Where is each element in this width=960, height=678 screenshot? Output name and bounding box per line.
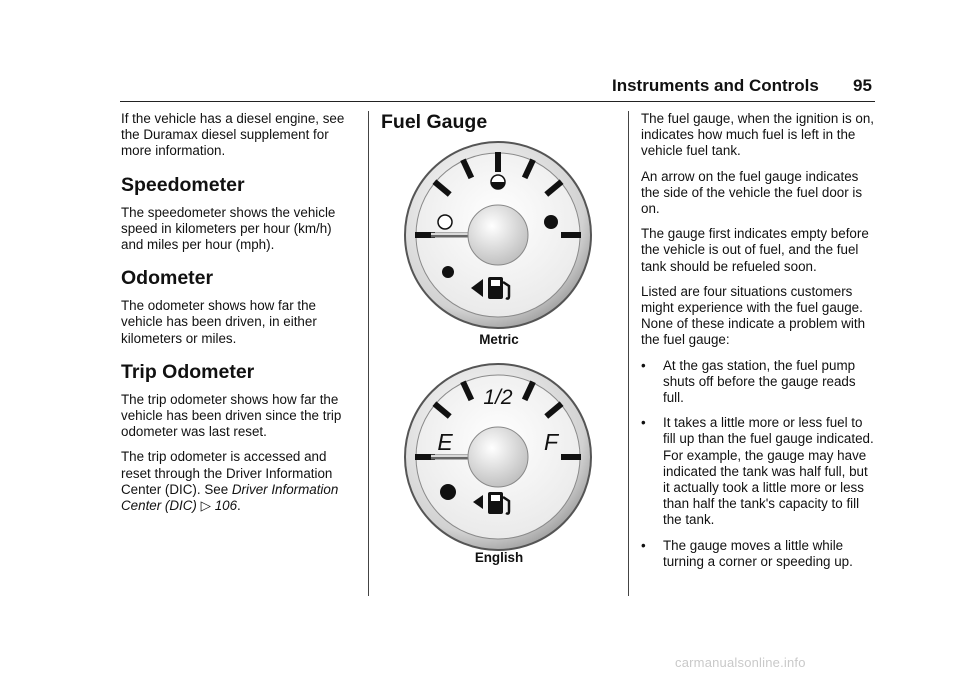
trip-odometer-text: The trip odometer shows how far the vehicle has been driven since the trip odometer was last reset.: [121, 391, 342, 440]
trip-odometer-heading: Trip Odometer: [121, 360, 255, 383]
gauge-half-label: 1/2: [483, 386, 513, 409]
english-caption: English: [474, 550, 524, 565]
bullet-mark: •: [641, 357, 646, 373]
list-item: [641, 415, 877, 528]
column-right: [641, 111, 877, 579]
speedometer-heading: Speedometer: [121, 173, 245, 196]
gauge-empty-label: E: [437, 429, 453, 455]
speedometer-text: The speedometer shows the vehicle speed in kilometers per hour (km/h) and miles per hour (mph).: [121, 204, 336, 253]
odometer-text: The odometer shows how far the vehicle has been driven, in either kilometers or miles.: [121, 298, 317, 346]
header-rule: [120, 101, 875, 102]
gauge-full-label: F: [543, 429, 559, 455]
english-fuel-gauge-illustration: [403, 362, 593, 552]
trip-access-prefix: The trip odometer is accessed and reset through the Driver Information Center (DIC). See: [121, 449, 333, 497]
metric-fuel-gauge-illustration: [403, 140, 593, 330]
list-item-text: It takes a little more or less fuel to fill up than the fuel gauge indicated. For example, the gauge may have indicated the tank was half full, but it actually took a little more or less than half the tank's capacity to fill the tank.: [663, 415, 874, 528]
bullet-mark: •: [641, 537, 646, 553]
column-divider-2: [628, 111, 629, 596]
dic-page-ref[interactable]: 106: [214, 498, 238, 514]
metric-caption: Metric: [479, 332, 519, 347]
fuel-gauge-p4: Listed are four situations customers might experience with the fuel gauge. None of these indicate a problem with the fuel gauge:: [641, 283, 866, 348]
column-divider-1: [368, 111, 369, 596]
page-number: 95: [853, 76, 872, 95]
trip-odometer-access-text: [121, 449, 353, 514]
list-item-text: The gauge moves a little while turning a corner or speeding up.: [663, 537, 853, 569]
bullet-mark: •: [641, 415, 646, 431]
fuel-gauge-p2: An arrow on the fuel gauge indicates the side of the vehicle the fuel door is on.: [641, 168, 863, 217]
dic-link[interactable]: Driver Information Center (DIC): [121, 481, 339, 514]
column-middle: [381, 111, 617, 143]
trip-access-suffix: .: [237, 498, 241, 514]
diesel-note: If the vehicle has a diesel engine, see the Duramax diesel supplement for more information.: [121, 111, 345, 159]
fuel-gauge-p3: The gauge first indicates empty before the vehicle is out of fuel, and the fuel tank should be refueled soon.: [641, 226, 869, 274]
fuel-gauge-p1: The fuel gauge, when the ignition is on, indicates how much fuel is left in the vehicle fuel tank.: [641, 111, 875, 159]
list-item: [641, 358, 877, 407]
list-item: [641, 538, 877, 570]
page-header-title: Instruments and Controls: [612, 76, 819, 95]
column-left: [121, 111, 353, 523]
list-item-text: At the gas station, the fuel pump shuts off before the gauge reads full.: [663, 357, 856, 406]
odometer-heading: Odometer: [121, 267, 214, 290]
page-ref-icon: ▷: [200, 498, 211, 514]
fuel-gauge-heading: Fuel Gauge: [381, 111, 488, 133]
footer-watermark: carmanualsonline.info: [675, 655, 806, 670]
